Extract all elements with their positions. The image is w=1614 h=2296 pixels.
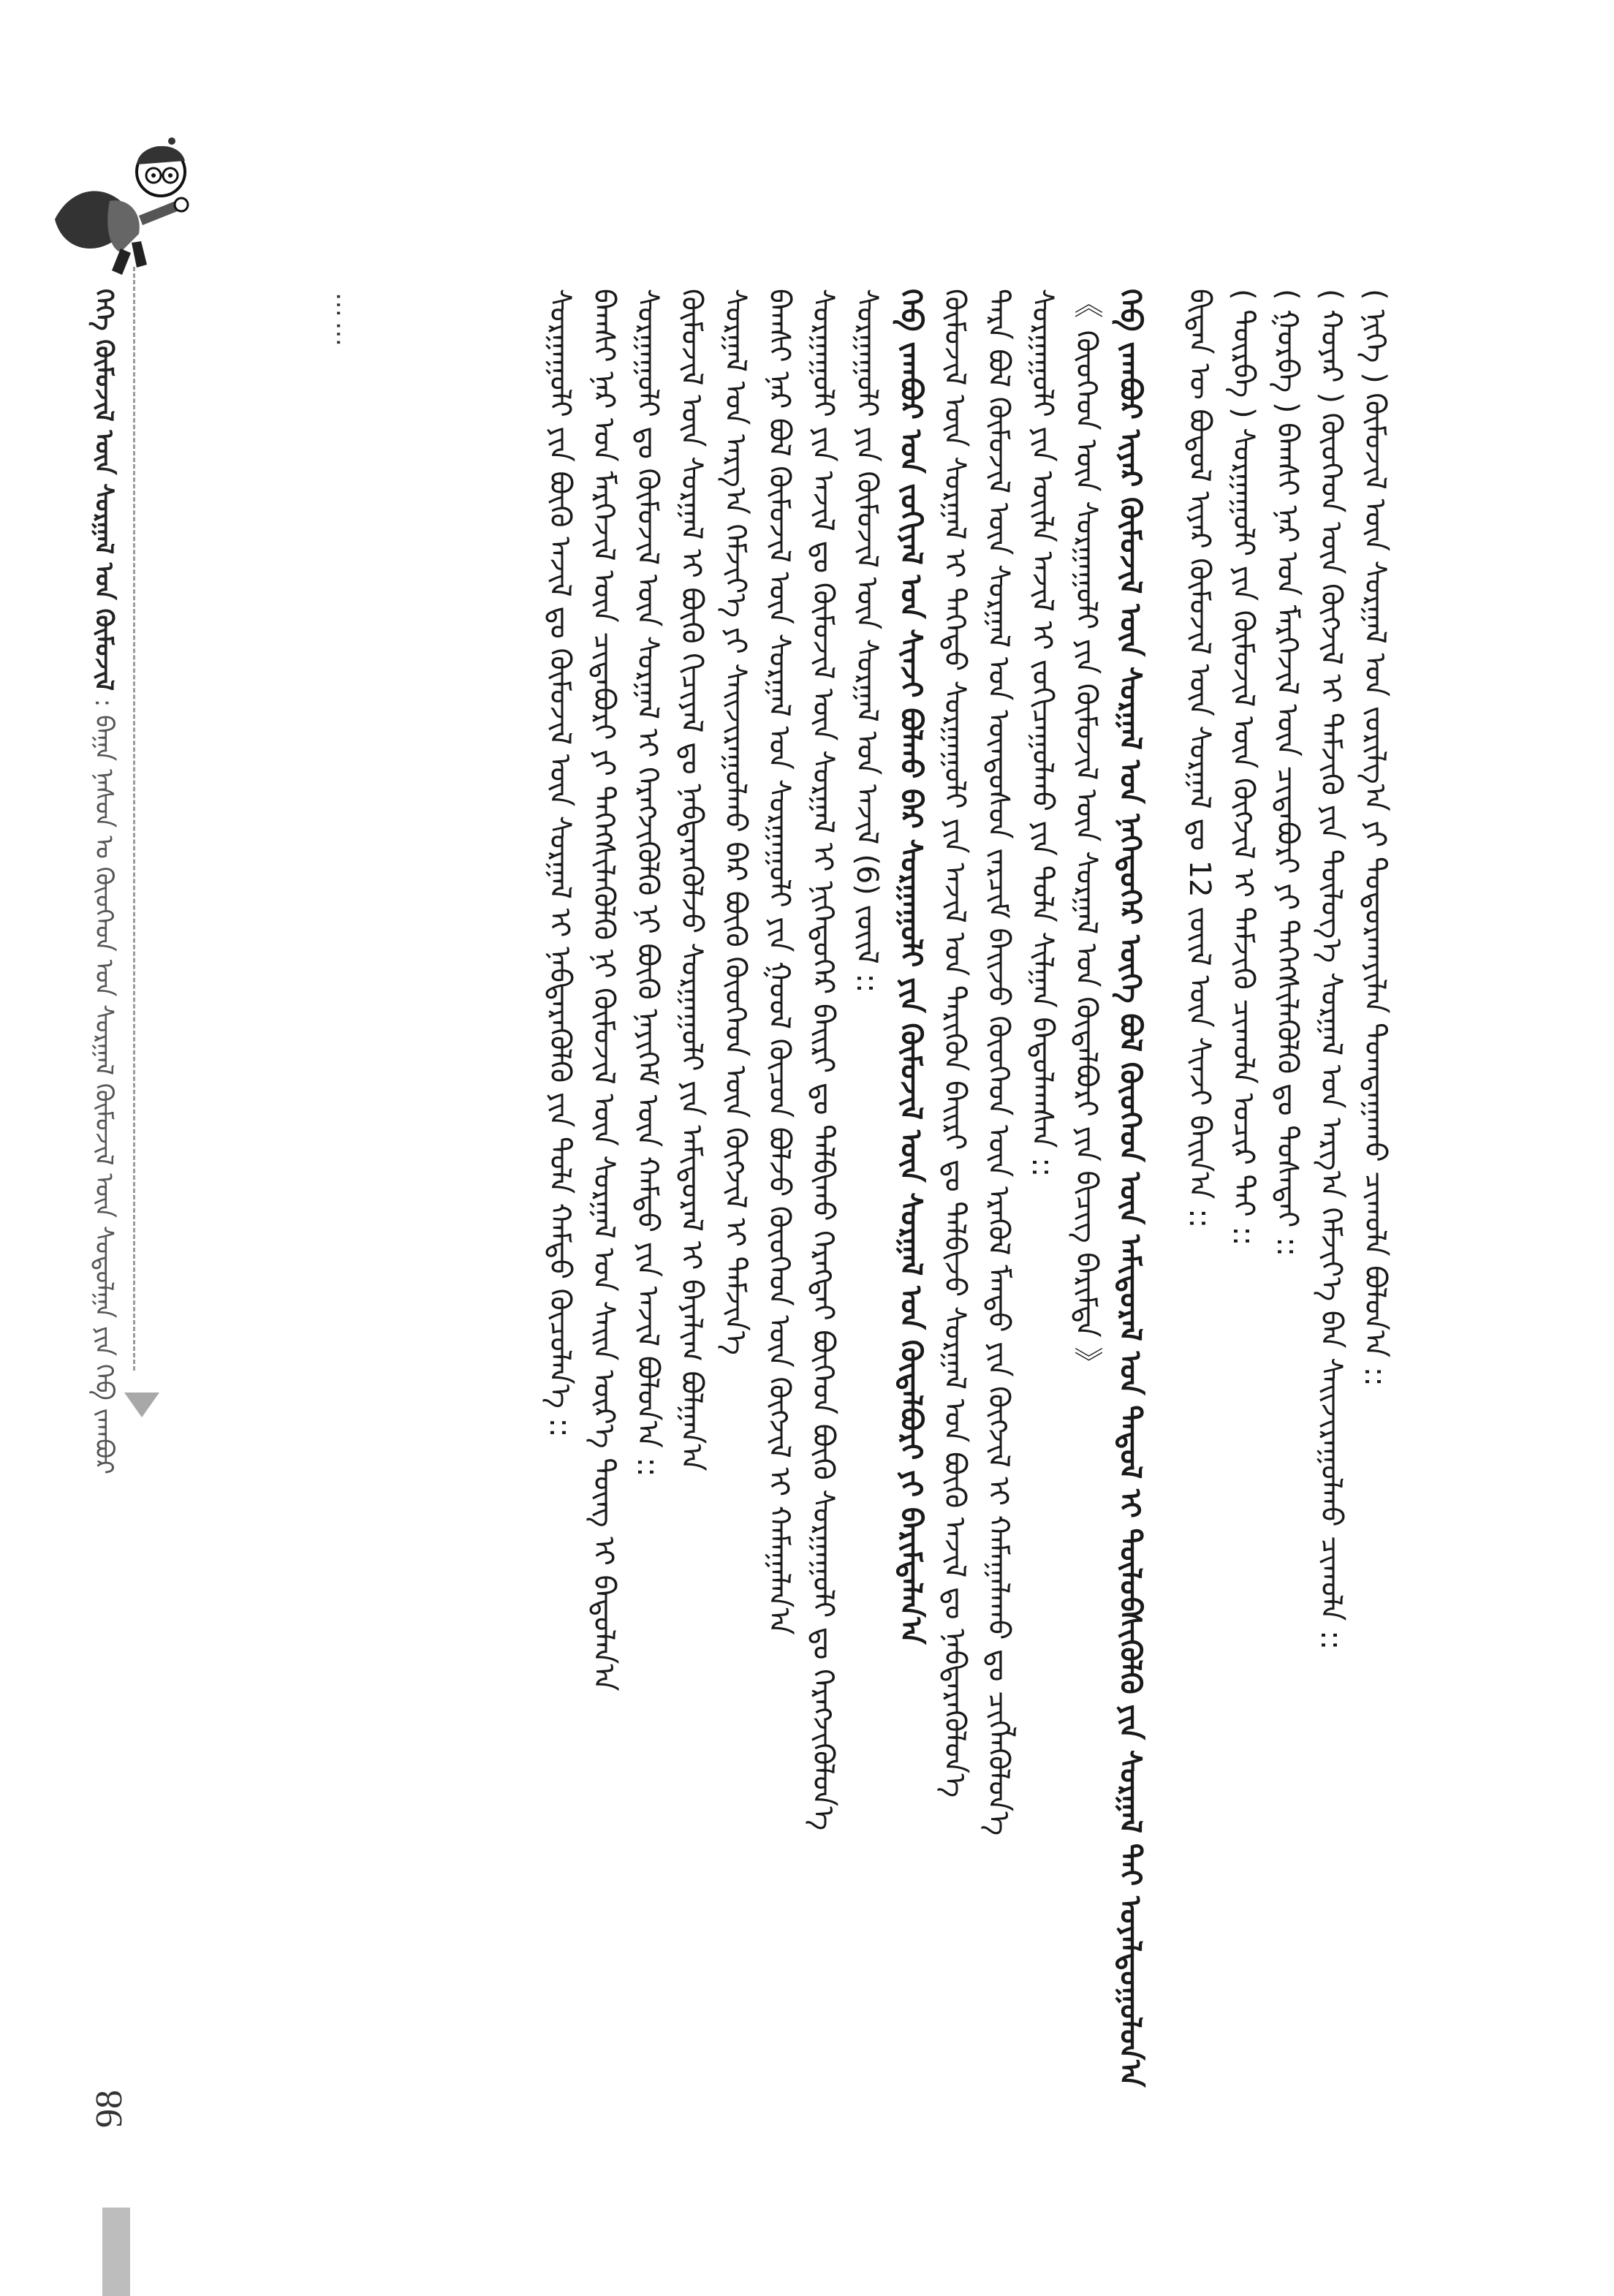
text-column: ᠬᠡᠪ ᠵᠠᠭᠪᠤᠷ ᠤᠨ ᠵᠣᠬᠢᠶᠠᠯ ᠤᠨ ᠰᠢᠨᠵᠢ ᠪᠣᠯᠬᠤ ᠪᠠᠷ ᠰᠤᠷᠭᠠᠭᠤᠯᠢ ᠶᠢᠨ ᠬᠦᠮᠦᠵᠢᠯ ᠦᠨ ᠰᠤᠷᠭᠠᠯ ᠤᠨ ᠬᠥᠲᠡᠯᠪᠦᠷᠢ ᠶᠢ ᠪᠠᠷᠢᠮᠲᠠᠯᠠᠨ᠎ᠠ bbox=[894, 289, 928, 1645]
text-column: ᠪᠠᠭᠰᠢ ᠨᠠᠷ ᠤᠨ ᠮᠡᠷᠭᠡᠵᠢᠯ ᠦᠨ ᠴᠢᠳᠠᠪᠤᠷᠢ ᠶᠢ ᠳᠡᠭᠡᠭᠰᠢᠯᠡᠭᠦᠯᠬᠦ ᠨᠢ ᠬᠦᠮᠦᠵᠢᠯ ᠦᠨ ᠰᠤᠷᠭᠠᠯ ᠤᠨ ᠰᠠᠢᠨ ᠦᠷ᠎ᠡ ᠳᠦᠩ ᠢ ᠪᠠᠲᠤᠯᠠᠨ᠎ᠠ bbox=[587, 289, 621, 1691]
text-column: ᠰᠤᠷᠭᠠᠭᠤᠯᠢ ᠶᠢᠨ ᠦᠢᠯᠡ ᠠᠵᠢᠯ ᠢ ᠵᠤᠬᠢᠴᠠᠭᠤᠯᠬᠤ ᠶᠢᠨ ᠲᠤᠯᠠ ᠰᠢᠯᠭᠠᠨ ᠪᠠᠲᠤᠯᠠᠭᠰᠠᠨ :: bbox=[1026, 289, 1059, 1178]
text-column: ᠬᠦᠮᠦᠵᠢᠯ ᠦᠨ ᠰᠤᠷᠭᠠᠯ ᠢ ᠪᠦᠬᠦ ᠬᠢᠴᠢᠶᠡᠯ ᠳᠤ ᠨᠡᠪᠲᠡᠷᠡᠭᠦᠯᠵᠦ ᠰᠤᠷᠭᠠᠭᠤᠯᠢ ᠶᠢᠨ ᠠᠮᠢᠳᠤᠷᠠᠯ ᠢ ᠪᠠᠶᠠᠯᠢᠭ ᠪᠣᠯᠭᠠᠨ᠎ᠠ bbox=[675, 289, 708, 1471]
running-header-title: ᠬᠡᠬᠡ ᠬᠦᠮᠦᠵᠢᠯ ᠦᠨ ᠰᠤᠷᠭᠠᠯ ᠤᠨ ᠬᠦᠮᠦᠵᠢᠯ bbox=[89, 289, 118, 692]
text-column: ᠪᠠᠭᠰᠢ ᠨᠠᠷ ᠪᠣᠯ ᠬᠦᠮᠦᠵᠢᠯ ᠦᠨ ᠰᠤᠷᠭᠠᠯ ᠤᠨ ᠰᠤᠷᠭᠠᠭᠤᠯᠢ ᠶᠢᠨ ᠭᠣᠣᠯ ᠬᠦᠴᠦᠨ ᠪᠣᠯᠵᠤ ᠬᠦᠦᠬᠡᠳ ᠦᠨ ᠬᠥᠭᠵᠢᠯ ᠢ ᠬᠠᠮᠠᠭᠠᠯᠠᠨ᠎ᠠ bbox=[762, 289, 796, 1635]
text-column: ᠰᠤᠷᠭᠠᠭᠤᠯᠢ ᠶᠢᠨ ᠠᠵᠢᠯ ᠳᠤ ᠬᠦᠮᠦᠵᠢᠯ ᠦᠨ ᠰᠤᠷᠭᠠᠯ ᠢ ᠨᠢᠭᠡᠳᠦᠭᠡᠷ ᠪᠠᠢᠷᠢ ᠳᠤ ᠲᠠᠯᠪᠢᠬᠤ ᠬᠡᠷᠡᠭᠲᠡᠢ ᠪᠥᠭᠡᠳ ᠪᠦᠬᠦ ᠰᠤᠷᠭᠠᠭᠤᠯᠢ ᠳᠤ ᠬᠡᠷᠡᠭᠵᠢᠭᠦᠯᠦᠨ᠎ᠡ bbox=[806, 289, 840, 1831]
text-column: ᠬᠡᠪ ᠵᠠᠭᠪᠤᠷ ᠢᠶᠠᠷ ᠬᠦᠮᠦᠵᠢᠯ ᠦᠨ ᠰᠤᠷᠭᠠᠯ ᠤᠨ ᠨᠡᠭᠡᠳᠦᠭᠡᠷ ᠦᠭᠡ ᠪᠣᠯ ᠬᠦᠦᠬᠡᠳ ᠦᠨ ᠠᠮᠢᠳᠤᠷᠠᠯ ᠤᠨ ᠳᠠᠳᠤᠯ ᠢ ᠲᠥᠯᠥᠪᠰᠢᠭᠦᠯᠬᠦ ᠶᠢᠨ ᠰᠤᠷᠭᠠᠯ ᠲᠠᠢ ᠤᠶᠠᠯᠳᠤᠭᠤᠯᠤᠨ᠎ᠠ bbox=[1113, 289, 1147, 2088]
ellipsis: …… bbox=[330, 292, 360, 351]
header-divider-line bbox=[133, 267, 135, 1371]
running-header: ᠬᠡᠬᠡ ᠬᠦᠮᠦᠵᠢᠯ ᠦᠨ ᠰᠤᠷᠭᠠᠯ ᠤᠨ ᠬᠦᠮᠦᠵᠢᠯ : ᠪᠠᠭᠠ ᠨᠠᠰᠤᠨ ᠤ ᠬᠦᠦᠬᠡᠳ ᠤᠨ ᠰᠤᠷᠭᠠᠯ ᠬᠦᠮᠦᠵᠢᠯ ᠦᠨ ᠰᠤᠳᠤᠯᠭᠠ ᠶᠢᠨ ᠬᠡᠪ ᠵᠠᠭᠪᠤᠷ bbox=[89, 289, 118, 1474]
header-arrow-icon bbox=[124, 1393, 159, 1417]
text-column: 《 ᠬᠦᠦᠬᠡᠳ ᠦᠨ ᠰᠤᠷᠭᠠᠭᠤᠯᠢ ᠶᠢᠨ ᠬᠦᠮᠦᠵᠢᠯ ᠦᠨ ᠰᠤᠷᠭᠠᠯ ᠤᠨ ᠬᠥᠲᠡᠯᠪᠦᠷᠢ ᠶᠢᠨ ᠪᠢᠴᠢᠭ ᠪᠠᠷᠢᠮᠲᠠ 》 bbox=[1069, 289, 1103, 1378]
text-column: ᠪᠢᠳᠡᠨ ᠦ ᠪᠣᠳᠣᠯ ᠢᠶᠠᠷ ᠬᠦᠮᠦᠵᠢᠯ ᠦᠨ ᠰᠤᠷᠭᠠᠯ ᠳᠤ 12 ᠵᠦᠢᠯ ᠦᠨ ᠰᠢᠨᠵᠢ ᠪᠠᠢᠨ᠎ᠠ :: bbox=[1183, 289, 1216, 1229]
page-number: 98 bbox=[88, 2090, 130, 2128]
flying-boy-mascot-icon bbox=[40, 132, 208, 285]
text-column: ( ᠳᠥᠷᠪᠡ ) ᠰᠤᠷᠭᠠᠭᠤᠯᠢ ᠶᠢᠨ ᠬᠦᠮᠦᠵᠢᠯ ᠦᠨ ᠬᠥᠭᠵᠢᠯ ᠢ ᠳᠡᠮᠵᠢᠬᠦ ᠴᠢᠬᠤᠯᠠ ᠤᠴᠢᠷ ᠲᠠᠢ :: bbox=[1227, 289, 1260, 1246]
text-column: ( ᠬᠤᠶᠠᠷ ) ᠬᠦᠦᠬᠡᠳ ᠦᠨ ᠬᠥᠭᠵᠢᠯ ᠢ ᠳᠡᠮᠵᠢᠬᠦ ᠶᠢᠨ ᠲᠥᠯᠥᠭ᠎ᠡ ᠰᠤᠷᠭᠠᠯ ᠤᠨ ᠠᠷᠭ᠎ᠠ ᠬᠡᠮᠵᠢᠶ᠎ᠡ ᠪᠡᠨ ᠰᠠᠢᠵᠢᠷᠠᠭᠤᠯᠬᠤ ᠴᠢᠬᠤᠯᠠ :: bbox=[1314, 289, 1348, 1651]
text-column: ᠰᠤᠷᠭᠠᠭᠤᠯᠢ ᠶᠢᠨ ᠪᠦᠬᠦ ᠠᠵᠢᠯ ᠳᠤ ᠬᠦᠮᠦᠵᠢᠯ ᠦᠨ ᠰᠤᠷᠭᠠᠯ ᠢ ᠨᠡᠪᠲᠡᠷᠡᠭᠦᠯᠬᠦ ᠶᠢᠨ ᠲᠤᠯᠠ ᠬᠠᠮᠲᠤ ᠬᠦᠴᠦᠯᠡᠨ᠎ᠡ :: bbox=[543, 289, 577, 1438]
text-column: ( ᠭᠤᠷᠪᠠ ) ᠪᠠᠭᠰᠢ ᠨᠠᠷ ᠤᠨ ᠮᠡᠷᠭᠡᠵᠢᠯ ᠦᠨ ᠴᠢᠳᠠᠪᠤᠷᠢ ᠶᠢ ᠳᠡᠭᠡᠭᠰᠢᠯᠡᠭᠦᠯᠬᠦ ᠳᠤ ᠲᠤᠰᠠᠲᠠᠢ :: bbox=[1270, 289, 1304, 1257]
page-edge-tab bbox=[102, 2208, 130, 2296]
text-column: ᠰᠤᠷᠭᠠᠯ ᠤᠨ ᠠᠷᠭ᠎ᠠ ᠬᠡᠮᠵᠢᠶ᠎ᠡ ᠶᠢ ᠰᠠᠢᠵᠢᠷᠠᠭᠤᠯᠬᠤ ᠪᠠᠷ ᠪᠦᠬᠦ ᠬᠦᠦᠬᠡᠳ ᠦᠨ ᠬᠥᠭᠵᠢᠯ ᠢ ᠳᠡᠮᠵᠢᠨ᠎ᠡ bbox=[719, 289, 752, 1355]
text-column: ᠰᠤᠷᠭᠠᠭᠤᠯᠢ ᠳᠤ ᠬᠦᠮᠦᠵᠢᠯ ᠦᠨ ᠰᠤᠷᠭᠠᠯ ᠢ ᠬᠡᠷᠡᠭᠵᠢᠭᠦᠯᠬᠦ ᠨᠢ ᠪᠦᠬᠦ ᠨᠡᠶᠢᠭᠡᠮ ᠦᠨ ᠬᠠᠮᠲᠤ ᠶᠢᠨ ᠠᠵᠢᠯ ᠪᠣᠯᠤᠨ᠎ᠠ :: bbox=[631, 289, 664, 1477]
text-column: ᠲᠡᠷᠡ ᠪᠣᠯ ᠬᠦᠮᠦᠵᠢᠯ ᠦᠨ ᠰᠤᠷᠭᠠᠯ ᠤᠨ ᠦᠨᠳᠦᠰᠦᠨ ᠵᠠᠷᠴᠢᠮ ᠪᠠᠢᠵᠤ ᠬᠦᠦᠬᠡᠳ ᠦᠨ ᠡᠷᠡᠭᠦᠯ ᠮᠡᠨᠳᠦ ᠶᠢᠨ ᠬᠥᠭᠵᠢᠯ ᠢ ᠬᠠᠮᠠᠭᠠᠯᠠᠬᠤ ᠳᠤ ᠴᠢᠭᠯᠡᠭᠦᠯᠦᠨ᠎ᠡ bbox=[982, 289, 1015, 1836]
text-column: ( ᠨᠢᠭᠡ ) ᠬᠦᠮᠦᠵᠢᠯ ᠦᠨ ᠰᠤᠷᠭᠠᠯ ᠤᠨ ᠵᠤᠷᠢᠯᠭ᠎ᠠ ᠶᠢ ᠲᠣᠳᠤᠷᠬᠠᠶᠢᠯᠠᠨ ᠲᠣᠭᠲᠠᠭᠠᠬᠤ ᠴᠢᠬᠤᠯᠠ ᠪᠣᠯᠤᠨ᠎ᠠ :: bbox=[1358, 289, 1392, 1387]
text-column: ᠰᠤᠷᠭᠠᠭᠤᠯᠢ ᠶᠢᠨ ᠬᠦᠮᠦᠵᠢᠯ ᠦᠨ ᠰᠤᠷᠭᠠᠯ ᠤᠨ ᠠᠵᠢᠯ (6) ᠵᠦᠢᠯ :: bbox=[850, 289, 884, 993]
running-header-subtitle: ᠪᠠᠭᠠ ᠨᠠᠰᠤᠨ ᠤ ᠬᠦᠦᠬᠡᠳ ᠤᠨ ᠰᠤᠷᠭᠠᠯ ᠬᠦᠮᠦᠵᠢᠯ ᠦᠨ ᠰᠤᠳᠤᠯᠭᠠ ᠶᠢᠨ ᠬᠡᠪ ᠵᠠᠭᠪᠤᠷ bbox=[89, 715, 118, 1474]
text-column: ᠬᠦᠮᠦᠵᠢᠯ ᠦᠨ ᠰᠤᠷᠭᠠᠯ ᠢ ᠳᠡᠭᠡᠳᠦ ᠰᠤᠷᠭᠠᠭᠤᠯᠢ ᠶᠢᠨ ᠠᠵᠢᠯ ᠤᠨ ᠲᠡᠷᠢᠭᠦᠨ ᠪᠠᠢᠷᠢ ᠳᠤ ᠲᠠᠯᠪᠢᠵᠤ ᠰᠤᠷᠭᠠᠯ ᠤᠨ ᠪᠦᠬᠦ ᠠᠵᠢᠯ ᠳᠤ ᠨᠡᠪᠲᠡᠷᠡᠭᠦᠯᠦᠨ᠎ᠡ bbox=[938, 289, 971, 1798]
